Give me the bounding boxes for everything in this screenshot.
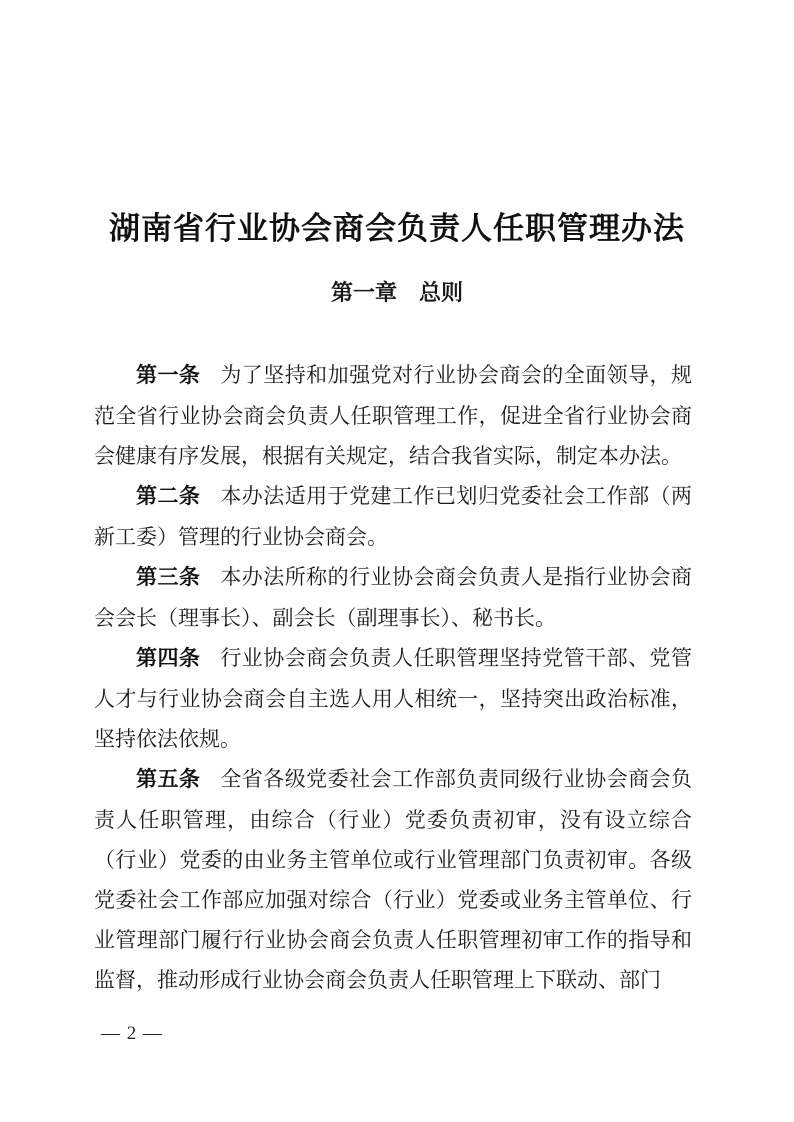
article-number-1: 第一条 [136, 364, 201, 387]
article-paragraph-4 [94, 638, 692, 759]
chapter-number: 第一章 [330, 280, 397, 305]
article-number-5: 第五条 [136, 768, 201, 791]
article-text-2: 本办法适用于党建工作已划归党委社会工作部（两新工委）管理的行业协会商会。 [94, 484, 693, 549]
article-number-2: 第二条 [136, 485, 201, 508]
chapter-heading [0, 278, 794, 308]
article-paragraph-1 [94, 355, 692, 476]
article-paragraph-2 [94, 476, 692, 557]
article-number-4: 第四条 [136, 647, 201, 670]
page-number: — 2 — [101, 1023, 163, 1044]
article-text-5: 全省各级党委社会工作部负责同级行业协会商会负责人任职管理，由综合（行业）党委负责初审，没有设立综合（行业）党委的由业务主管单位或行业管理部门负责初审。各级党委社会工作部应加强对综合（行业）党委或业务主管单位、行业管理部门履行行业协会商会负责人任职管理初审工作的指导和监督，推动形成行业协会商会负责人任职管理上下联动、部门 [94, 767, 693, 992]
article-number-3: 第三条 [136, 566, 201, 589]
article-paragraph-3 [94, 557, 692, 638]
document-title: 湖南省行业协会商会负责人任职管理办法 [109, 210, 685, 246]
article-paragraph-5 [94, 759, 692, 1000]
article-text-4: 行业协会商会负责人任职管理坚持党管干部、党管人才与行业协会商会自主选人用人相统一，坚持突出政治标准，坚持依法依规。 [94, 646, 693, 751]
chapter-name: 总则 [419, 280, 464, 305]
article-text-1: 为了坚持和加强党对行业协会商会的全面领导，规范全省行业协会商会负责人任职管理工作，促进全省行业协会商会健康有序发展，根据有关规定，结合我省实际，制定本办法。 [94, 363, 693, 468]
document-body [94, 355, 692, 1000]
article-text-3: 本办法所称的行业协会商会负责人是指行业协会商会会长（理事长）、副会长（副理事长）、秘书长。 [94, 565, 693, 630]
